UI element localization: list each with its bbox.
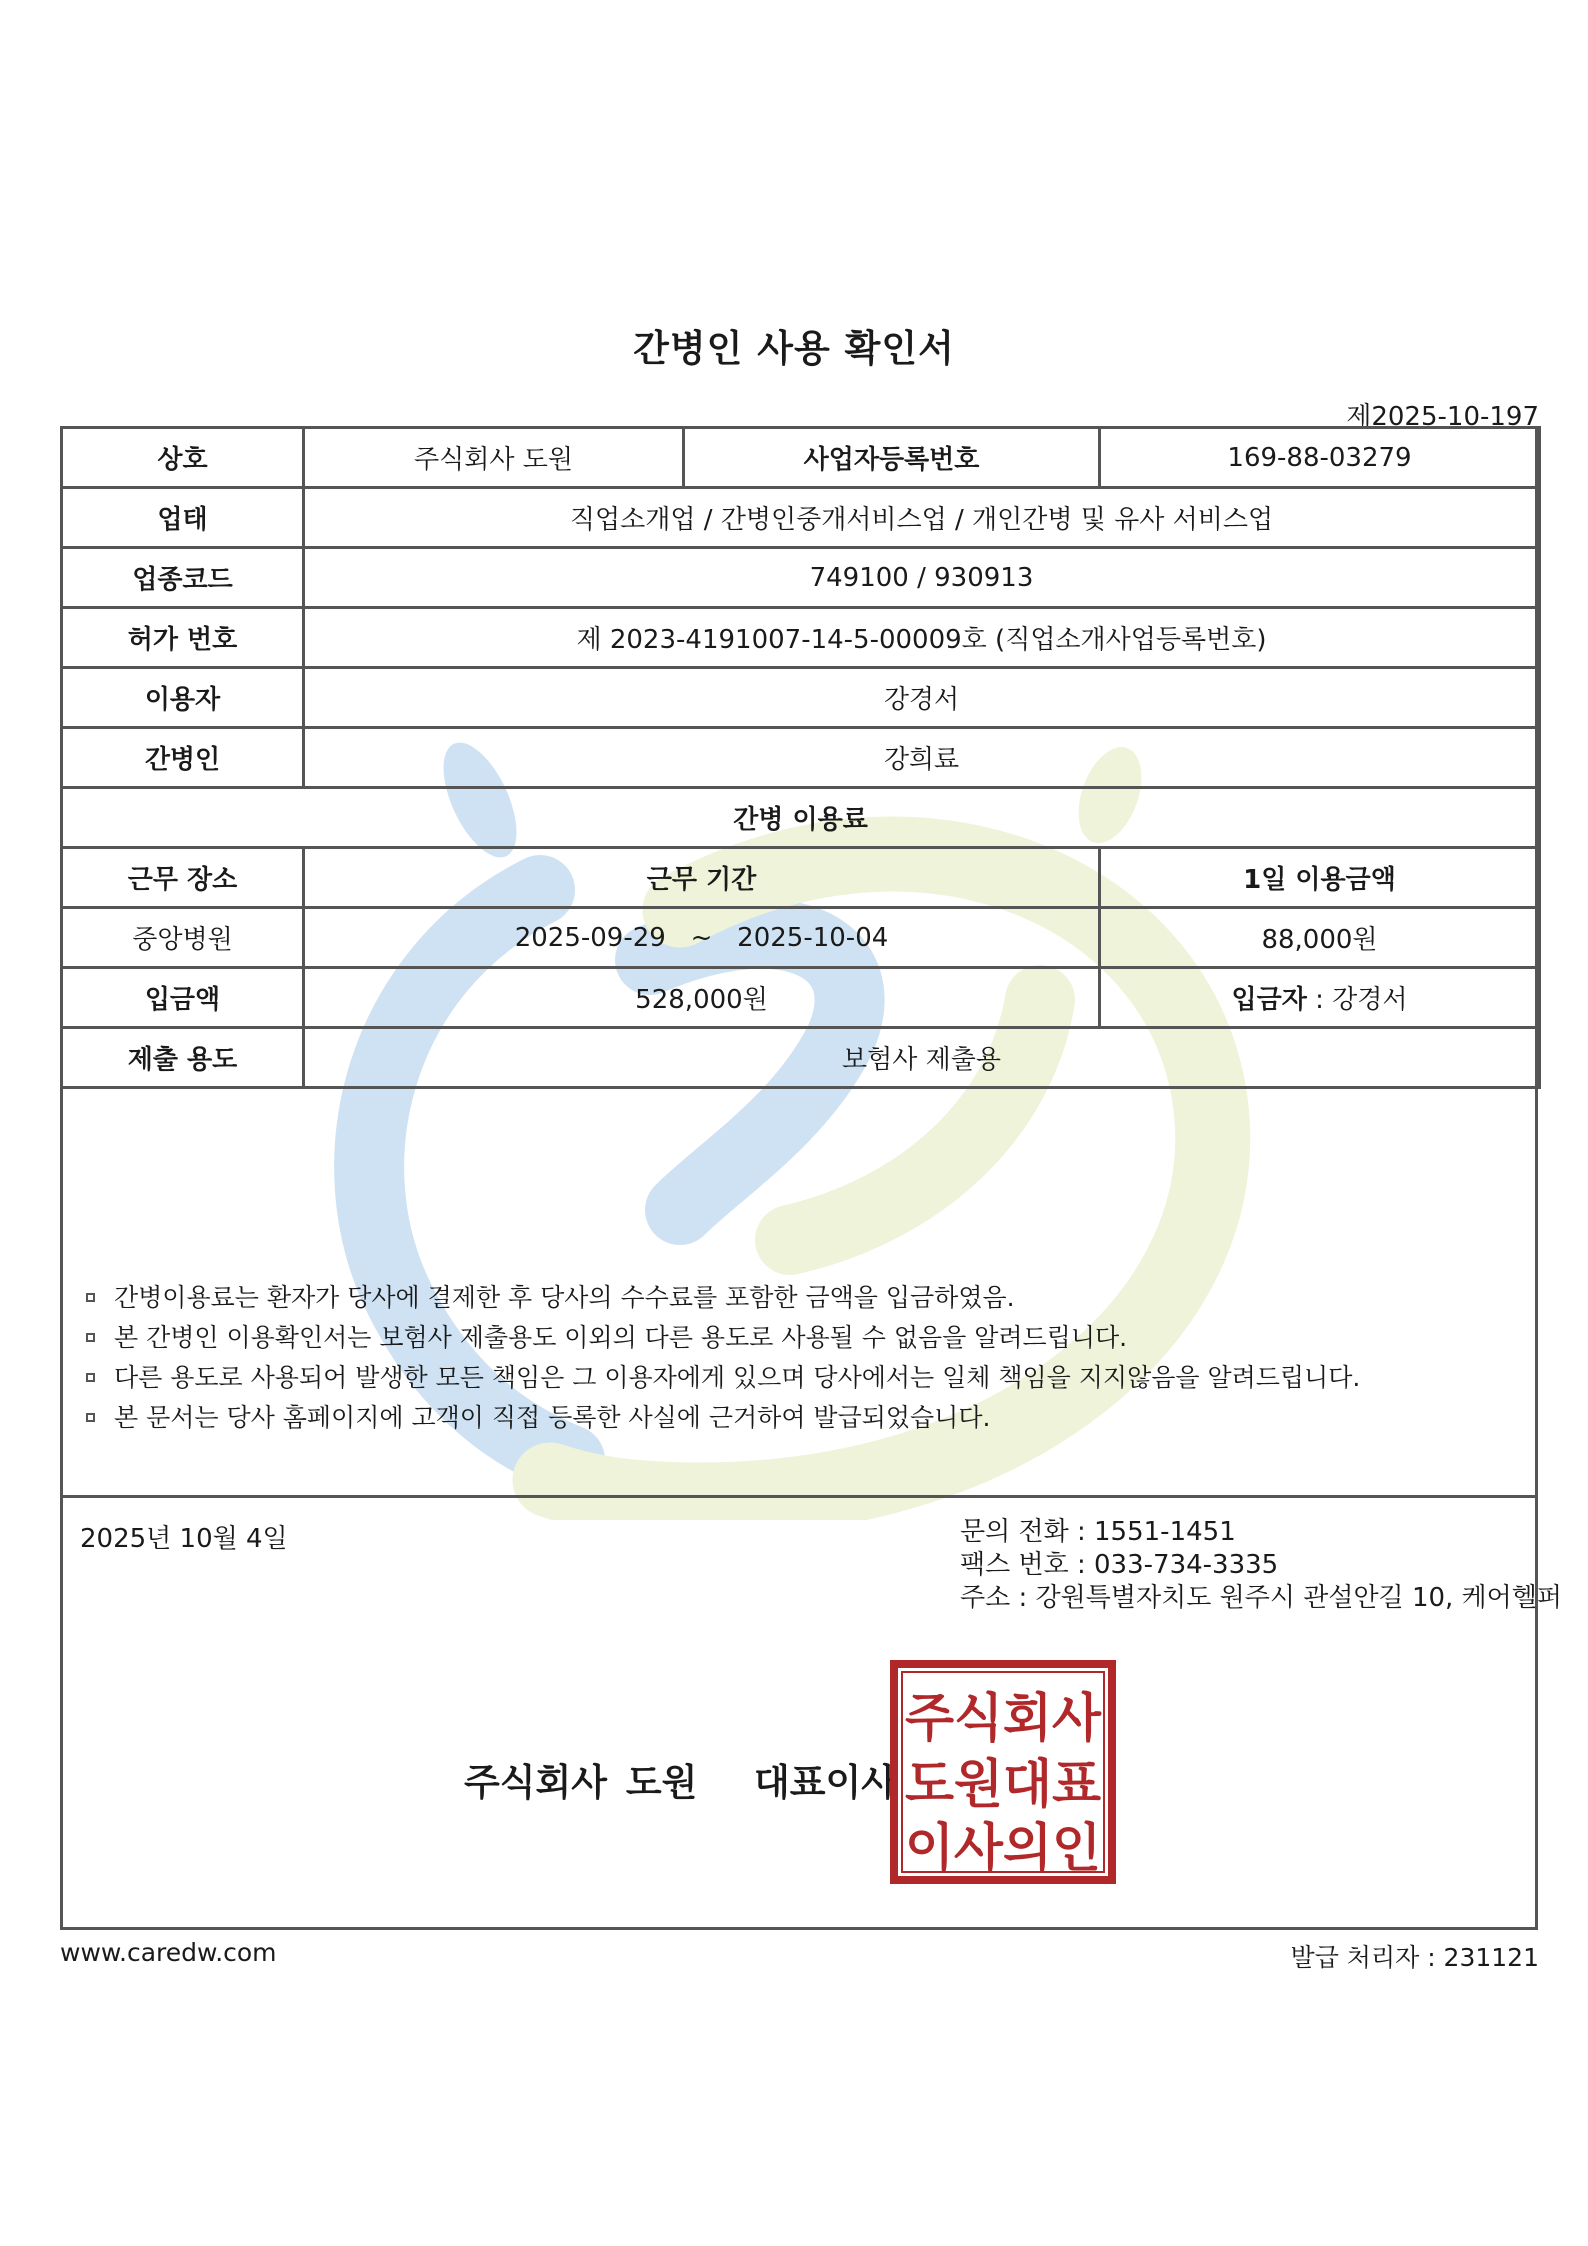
row-fee-headers — [62, 848, 1540, 908]
note-item: 본 간병인 이용확인서는 보험사 제출용도 이외의 다른 용도로 사용될 수 없음을 알려드립니다. — [86, 1318, 1360, 1358]
purpose-value: 보험사 제출용 — [304, 1028, 1540, 1088]
square-bullet-icon — [86, 1333, 95, 1342]
contact-address: 주소 : 강원특별자치도 원주시 관설안길 10, 케어헬퍼 — [960, 1583, 1563, 1613]
seal-line-3: 이사의인 — [905, 1819, 1101, 1879]
document-number: 제2025-10-197 — [1346, 402, 1539, 432]
notes-list — [86, 1278, 1360, 1438]
seal-line-1: 주식회사 — [905, 1689, 1102, 1749]
info-table — [60, 426, 1541, 1089]
business-type-label: 업태 — [62, 488, 304, 548]
square-bullet-icon — [86, 1413, 95, 1422]
license-label: 허가 번호 — [62, 608, 304, 668]
company-label: 상호 — [62, 428, 304, 488]
issue-date: 2025년 10월 4일 — [80, 1524, 288, 1554]
seal-line-2: 도원대표 — [905, 1755, 1101, 1815]
contact-fax: 팩스 번호 : 033-734-3335 — [960, 1550, 1279, 1580]
workplace-label: 근무 장소 — [62, 848, 304, 908]
row-deposit — [62, 968, 1540, 1028]
industry-code-label: 업종코드 — [62, 548, 304, 608]
period-value: 2025-09-29 ~ 2025-10-04 — [304, 908, 1100, 968]
bizreg-label: 사업자등록번호 — [684, 428, 1100, 488]
row-purpose — [62, 1028, 1540, 1088]
company-value: 주식회사 도원 — [304, 428, 684, 488]
row-license — [62, 608, 1540, 668]
row-user — [62, 668, 1540, 728]
note-item: 본 문서는 당사 홈페이지에 고객이 직접 등록한 사실에 근거하여 발급되었습니다. — [86, 1398, 1360, 1438]
caregiver-value: 강희료 — [304, 728, 1540, 788]
deposit-label: 입금액 — [62, 968, 304, 1028]
industry-code-value: 749100 / 930913 — [304, 548, 1540, 608]
signer-name: 주식회사 도원 대표이사 — [464, 1761, 897, 1804]
row-business-type — [62, 488, 1540, 548]
depositor-value: : 강경서 — [1306, 985, 1408, 1015]
workplace-value: 중앙병원 — [62, 908, 304, 968]
square-bullet-icon — [86, 1373, 95, 1382]
deposit-value: 528,000원 — [304, 968, 1100, 1028]
daily-fee-label: 1일 이용금액 — [1100, 848, 1540, 908]
note-item: 간병이용료는 환자가 당사에 결제한 후 당사의 수수료를 포함한 금액을 입금하였음. — [86, 1278, 1360, 1318]
row-company — [62, 428, 1540, 488]
row-fee-values — [62, 908, 1540, 968]
document-title: 간병인 사용 확인서 — [633, 327, 955, 370]
issuer-id: 발급 처리자 : 231121 — [1290, 1943, 1539, 1972]
period-label: 근무 기간 — [304, 848, 1100, 908]
depositor-cell — [1100, 968, 1540, 1028]
purpose-label: 제출 용도 — [62, 1028, 304, 1088]
license-value: 제 2023-4191007-14-5-00009호 (직업소개사업등록번호) — [304, 608, 1540, 668]
contact-phone: 문의 전화 : 1551-1451 — [960, 1517, 1236, 1547]
business-type-value: 직업소개업 / 간병인중개서비스업 / 개인간병 및 유사 서비스업 — [304, 488, 1540, 548]
user-label: 이용자 — [62, 668, 304, 728]
website-url[interactable]: www.caredw.com — [60, 1938, 277, 1967]
contact-block — [960, 1516, 1562, 1615]
note-item: 다른 용도로 사용되어 발생한 모든 책임은 그 이용자에게 있으며 당사에서는 일체 책임을 지지않음을 알려드립니다. — [86, 1358, 1360, 1398]
caregiver-label: 간병인 — [62, 728, 304, 788]
row-caregiver — [62, 728, 1540, 788]
row-fee-title — [62, 788, 1540, 848]
user-value: 강경서 — [304, 668, 1540, 728]
daily-fee-value: 88,000원 — [1100, 908, 1540, 968]
square-bullet-icon — [86, 1293, 95, 1302]
footer-divider — [60, 1495, 1538, 1498]
fee-section-title: 간병 이용료 — [62, 788, 1540, 848]
row-industry-code — [62, 548, 1540, 608]
bizreg-value: 169-88-03279 — [1100, 428, 1540, 488]
company-seal — [890, 1660, 1116, 1884]
depositor-label: 입금자 — [1231, 985, 1307, 1015]
